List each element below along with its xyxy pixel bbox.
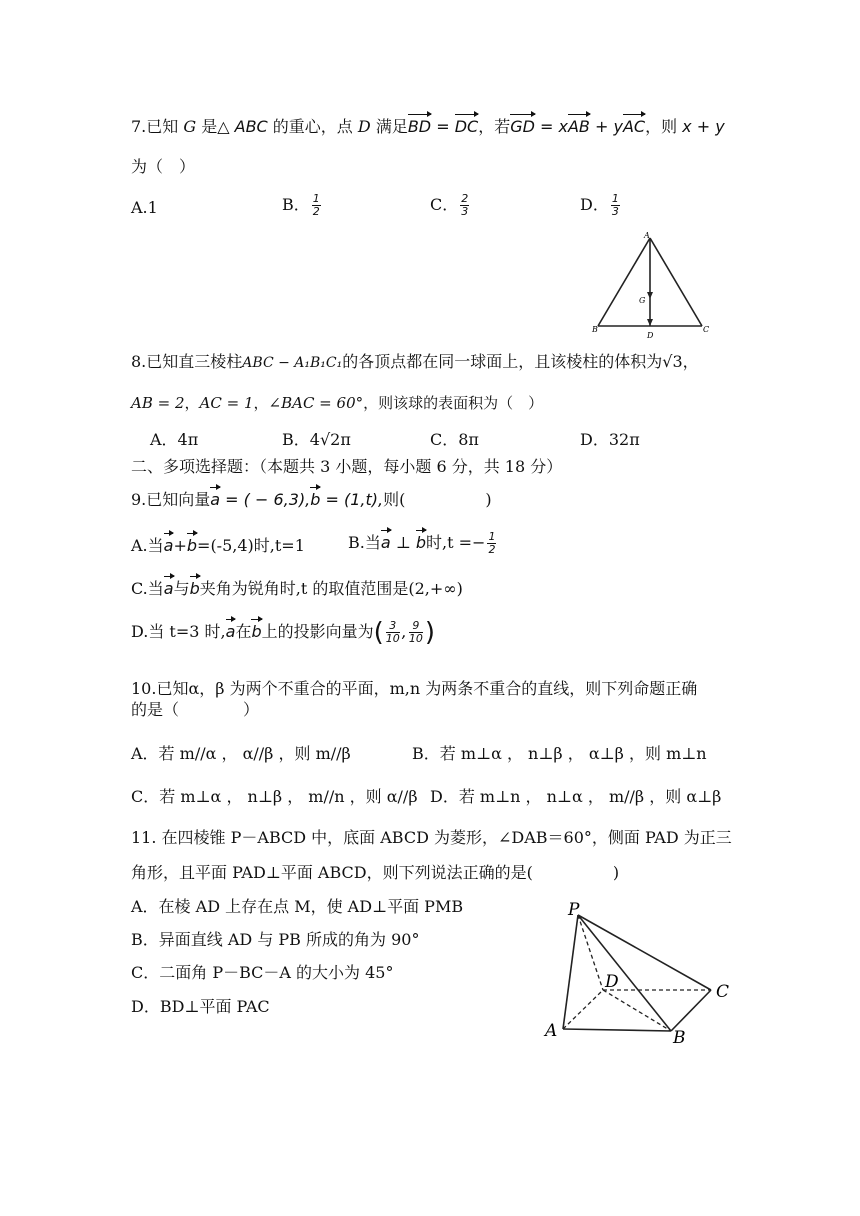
fraction [487, 531, 496, 556]
q10-option-d: D．若 m⊥n ， n⊥α ， m//β ，则 α⊥β [430, 787, 722, 806]
q11-stem-line2: 角形，且平面 PAD⊥平面 ABCD，则下列说法正确的是( ) [131, 863, 620, 882]
option-text: A.当 [131, 536, 164, 555]
edge-pa [563, 915, 578, 1029]
q7-triangle: ABC [234, 117, 268, 136]
denominator: 10 [408, 632, 423, 645]
equals: = [431, 117, 455, 136]
arrow-d [647, 319, 653, 326]
plus: + [173, 536, 187, 555]
numerator: 1 [488, 530, 496, 543]
option-text: C.当 [131, 579, 164, 598]
separator: ， [253, 394, 269, 412]
option-text: 夹角为锐角时,t 的取值范围是(2,+∞) [199, 579, 463, 598]
vec-dc: DC [454, 117, 479, 136]
denominator: 2 [312, 205, 320, 218]
q8-stem-line2 [131, 392, 543, 414]
vec-a: a [210, 490, 221, 509]
edge-pc [578, 915, 711, 990]
expr-x-plus-y: x + y [682, 117, 725, 136]
q8-stem: 8.已知直三棱柱ABC − A₁B₁C₁的各顶点都在同一球面上，且该棱柱的体积为√3， [131, 352, 699, 371]
q8-option-a: A．4π [150, 430, 199, 449]
option-text: D.当 t=3 时, [131, 622, 226, 641]
separator: ， [184, 394, 200, 412]
q7-option-d [580, 192, 622, 218]
q10-option-c: C．若 m⊥α ， n⊥β ， m//n ，则 α//β [131, 787, 418, 806]
volume-value: √3 [662, 352, 683, 371]
numerator: 1 [312, 192, 320, 205]
edge-ab [563, 1029, 671, 1031]
equals: = [534, 117, 559, 136]
comma: , [401, 622, 407, 641]
option-text: B.当 [348, 533, 381, 552]
q7-option-b [282, 192, 323, 218]
q8-text: 8.已知直三棱柱 [131, 352, 243, 371]
q9-text: 9.已知向量 [131, 490, 211, 509]
label-d: D [605, 972, 619, 992]
q8-option-c: C．8π [430, 430, 479, 449]
numerator: 3 [386, 620, 400, 633]
vec-ac: AC [622, 117, 646, 136]
q8-text: ，则该球的表面积为（ ） [363, 394, 544, 412]
arrow-g [647, 292, 653, 299]
q7-point-d: D [357, 117, 371, 136]
vec-b-value: = (1,t), [320, 490, 384, 509]
option-text: =(-5,4)时,t=1 [197, 536, 305, 555]
q11-option-c: C．二面角 P－BC－A 的大小为 45° [131, 963, 394, 982]
vec-b: b [251, 622, 262, 641]
vec-a: a [163, 536, 174, 555]
q7-stem-line2: 为（ ） [131, 157, 196, 176]
option-label: B． [282, 195, 310, 214]
label-b: B [673, 1028, 686, 1048]
fraction [409, 620, 423, 645]
q7-option-a: A.1 [131, 198, 158, 217]
vec-b: b [310, 490, 321, 509]
q11-stem: 11. 在四棱锥 P－ABCD 中，底面 ABCD 为菱形，∠DAB＝60°，侧面 PAD 为正三 [131, 828, 732, 847]
q9-option-d [131, 617, 436, 648]
q9-option-a [131, 535, 305, 557]
q7-text: ，若 [478, 117, 511, 136]
label-c: C [703, 325, 710, 334]
option-text: 在 [235, 622, 252, 641]
option-label: C． [430, 195, 459, 214]
q7-triangle-figure [588, 230, 718, 342]
right-paren: ) [424, 617, 436, 648]
q11-option-d: D．BD⊥平面 PAC [131, 997, 270, 1016]
vec-ab: AB [567, 117, 590, 136]
q11-option-a: A．在棱 AD 上存在点 M，使 AD⊥平面 PMB [131, 897, 464, 916]
q7-text: ，则 [645, 117, 683, 136]
edge-db-hidden [603, 990, 671, 1031]
q8-text: 的各顶点都在同一球面上，且该棱柱的体积为 [342, 352, 663, 371]
label-a: A [545, 1021, 558, 1041]
q8-option-d: D．32π [580, 430, 640, 449]
q7-text: 满足 [370, 117, 408, 136]
label-c: C [716, 982, 730, 1002]
q9-text: 则( ) [383, 490, 492, 509]
label-p: P [568, 900, 580, 920]
vec-b: b [415, 533, 427, 552]
perp-symbol: ⊥ [390, 533, 416, 552]
q10-stem-line2: 的是（ ） [131, 700, 260, 719]
edge-ac [650, 238, 702, 326]
fraction [386, 620, 400, 645]
angle-bac: ∠BAC = 60° [268, 394, 364, 412]
q9-stem [131, 489, 492, 511]
ab-length: AB = 2 [131, 394, 185, 412]
q10-option-a: A．若 m//α ， α//β ，则 m//β [131, 744, 351, 763]
q11-pyramid-figure [540, 898, 740, 1048]
vec-a: a [225, 622, 236, 641]
section-heading: 二、多项选择题：（本题共 3 小题，每小题 6 分，共 18 分） [131, 457, 563, 476]
vec-a: a [163, 579, 174, 598]
q7-text: 的重心，点 [267, 117, 358, 136]
fraction [611, 193, 620, 218]
denominator: 3 [461, 205, 469, 218]
option-text: 上的投影向量为 [261, 622, 374, 641]
option-text: 与 [173, 579, 190, 598]
option-text: 时,t =− [426, 533, 486, 552]
q10-option-b: B．若 m⊥α ， n⊥β ， α⊥β ，则 m⊥n [412, 744, 707, 763]
edge-bc [671, 990, 711, 1031]
vec-gd: GD [510, 117, 535, 136]
var-x: x [558, 117, 568, 136]
numerator: 2 [461, 192, 469, 205]
ac-length: AC = 1 [199, 394, 254, 412]
prism-name: ABC − A₁B₁C₁ [242, 355, 343, 371]
q7-text: 是△ [196, 117, 235, 136]
q9-option-b [348, 531, 498, 556]
q7-point-g: G [183, 117, 197, 136]
edge-ad-hidden [563, 990, 603, 1029]
vec-a-value: = ( − 6,3), [220, 490, 311, 509]
denominator: 10 [385, 632, 400, 645]
q7-stem [131, 116, 725, 138]
option-label: D． [580, 195, 609, 214]
var-y: y [613, 117, 623, 136]
q8-option-b: B．4√2π [282, 430, 351, 449]
denominator: 3 [611, 205, 619, 218]
plus: + [589, 117, 614, 136]
vec-b: b [186, 536, 198, 555]
q7-text: 7.已知 [131, 117, 184, 136]
fraction [312, 193, 321, 218]
vec-bd: BD [407, 117, 432, 136]
denominator: 2 [488, 543, 496, 556]
label-d: D [647, 331, 654, 340]
left-paren: ( [373, 617, 384, 648]
vec-b: b [189, 579, 200, 598]
vec-a: a [380, 533, 391, 552]
label-g: G [639, 296, 646, 305]
q11-option-b: B．异面直线 AD 与 PB 所成的角为 90° [131, 930, 420, 949]
q7-option-c [430, 192, 471, 218]
q9-option-c [131, 578, 463, 600]
numerator: 9 [409, 620, 423, 633]
edge-pb [578, 915, 671, 1031]
fraction [460, 193, 469, 218]
label-a: A [644, 231, 650, 240]
numerator: 1 [611, 192, 619, 205]
edge-ab [598, 238, 650, 326]
label-b: B [592, 325, 598, 334]
q10-stem: 10.已知α，β 为两个不重合的平面，m,n 为两条不重合的直线，则下列命题正确 [131, 679, 698, 698]
